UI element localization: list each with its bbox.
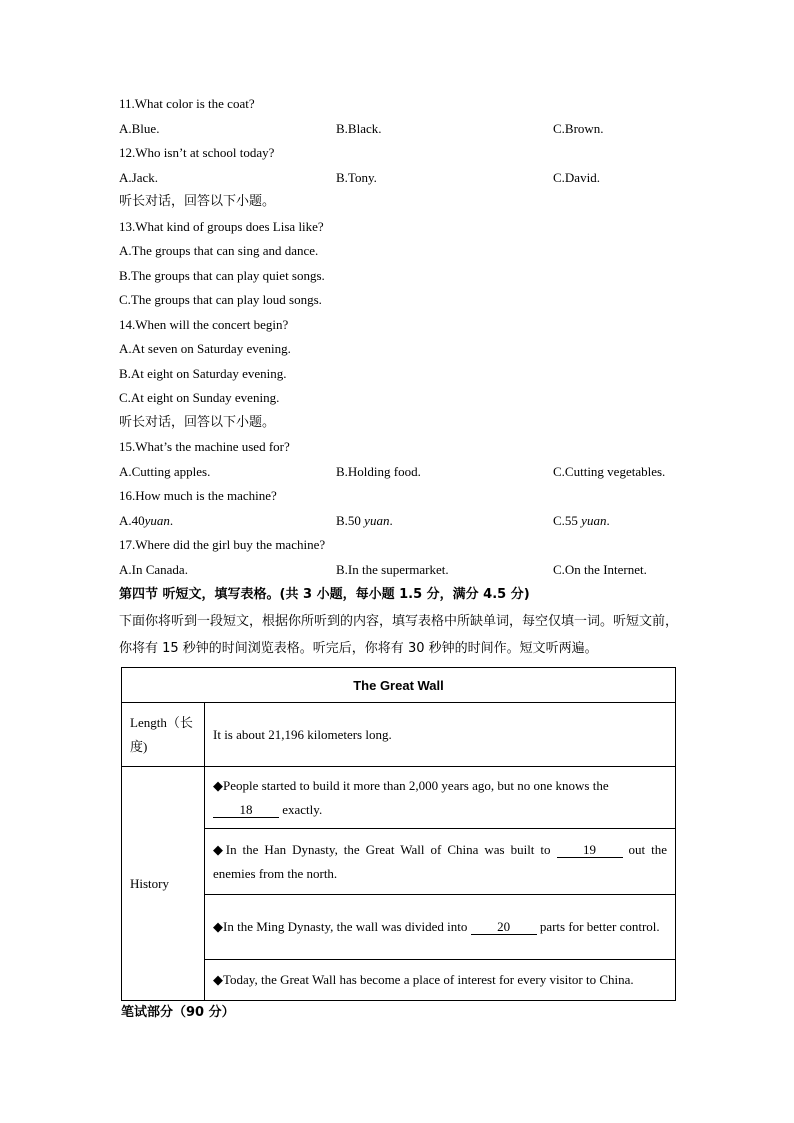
question-15: 15.What’s the machine used for? [119, 439, 290, 454]
history-row-3: ◆In the Ming Dynasty, the wall was divided into 20 parts for better control. [205, 895, 676, 960]
option-b: B.In the supermarket. [336, 561, 449, 577]
table-title: The Great Wall [122, 668, 676, 703]
history-row-1: ◆People started to build it more than 2,000 years ago, but no one knows the 18 exactly. [205, 767, 676, 829]
listen-instruction-1: 听长对话，回答以下小题。 [119, 194, 276, 209]
listen-instruction-2: 听长对话，回答以下小题。 [119, 414, 276, 430]
option-a: A.40yuan. [119, 512, 174, 528]
option-a: A.Jack. [119, 169, 158, 185]
section-4-instructions: 下面你将听到一段短文，根据你所听到的内容，填写表格中所缺单词，每空仅填一词。听短文前，你将有 15 秒钟的时间浏览表格。听完后，你将有 30 秒钟的时间作。短文听两遍。 [119, 614, 679, 656]
option-a: A.In Canada. [119, 561, 188, 577]
option-c: C.Cutting vegetables. [553, 463, 666, 479]
length-text: It is about 21,196 kilometers long. [205, 703, 676, 767]
option-14a: A.At seven on Saturday evening. [119, 341, 291, 356]
answer-blank-18[interactable]: 18 [213, 802, 279, 818]
options-16 [119, 509, 679, 534]
history-row-2: ◆In the Han Dynasty, the Great Wall of China was built to 19 out the enemies from the north. [205, 829, 676, 895]
history-row-4: ◆Today, the Great Wall has become a place of interest for every visitor to China. [205, 960, 676, 1001]
option-13c: C.The groups that can play loud songs. [119, 292, 322, 307]
options-15 [119, 460, 679, 485]
history-label: History [122, 767, 205, 1001]
question-12: 12.Who isn’t at school today? [119, 145, 275, 160]
option-b: B.50 yuan. [336, 512, 393, 528]
question-13: 13.What kind of groups does Lisa like? [119, 218, 324, 234]
options-17 [119, 558, 679, 583]
answer-blank-19[interactable]: 19 [557, 842, 623, 858]
option-14b: B.At eight on Saturday evening. [119, 365, 287, 381]
question-area [119, 92, 679, 662]
answer-blank-20[interactable]: 20 [471, 919, 537, 935]
option-b: B.Holding food. [336, 463, 421, 479]
question-17: 17.Where did the girl buy the machine? [119, 537, 326, 552]
option-13b: B.The groups that can play quiet songs. [119, 267, 325, 283]
question-16: 16.How much is the machine? [119, 488, 277, 503]
option-a: A.Cutting apples. [119, 463, 211, 479]
option-c: C.55 yuan. [553, 512, 610, 528]
option-b: B.Tony. [336, 169, 377, 185]
options-11 [119, 117, 679, 142]
option-14c: C.At eight on Sunday evening. [119, 390, 280, 405]
option-c: C.On the Internet. [553, 561, 647, 577]
length-label: Length（长度) [122, 703, 205, 767]
option-c: C.David. [553, 169, 600, 185]
question-14: 14.When will the concert begin? [119, 316, 289, 332]
great-wall-table [121, 667, 676, 1001]
option-a: A.Blue. [119, 120, 160, 136]
option-c: C.Brown. [553, 120, 604, 136]
section-4-title: 第四节 听短文，填写表格。(共 3 小题，每小题 1.5 分，满分 4.5 分) [119, 587, 530, 602]
option-b: B.Black. [336, 120, 382, 136]
written-section-title: 笔试部分（90 分） [121, 1005, 235, 1020]
question-11: 11.What color is the coat? [119, 96, 255, 111]
options-12 [119, 166, 679, 191]
option-13a: A.The groups that can sing and dance. [119, 243, 319, 258]
